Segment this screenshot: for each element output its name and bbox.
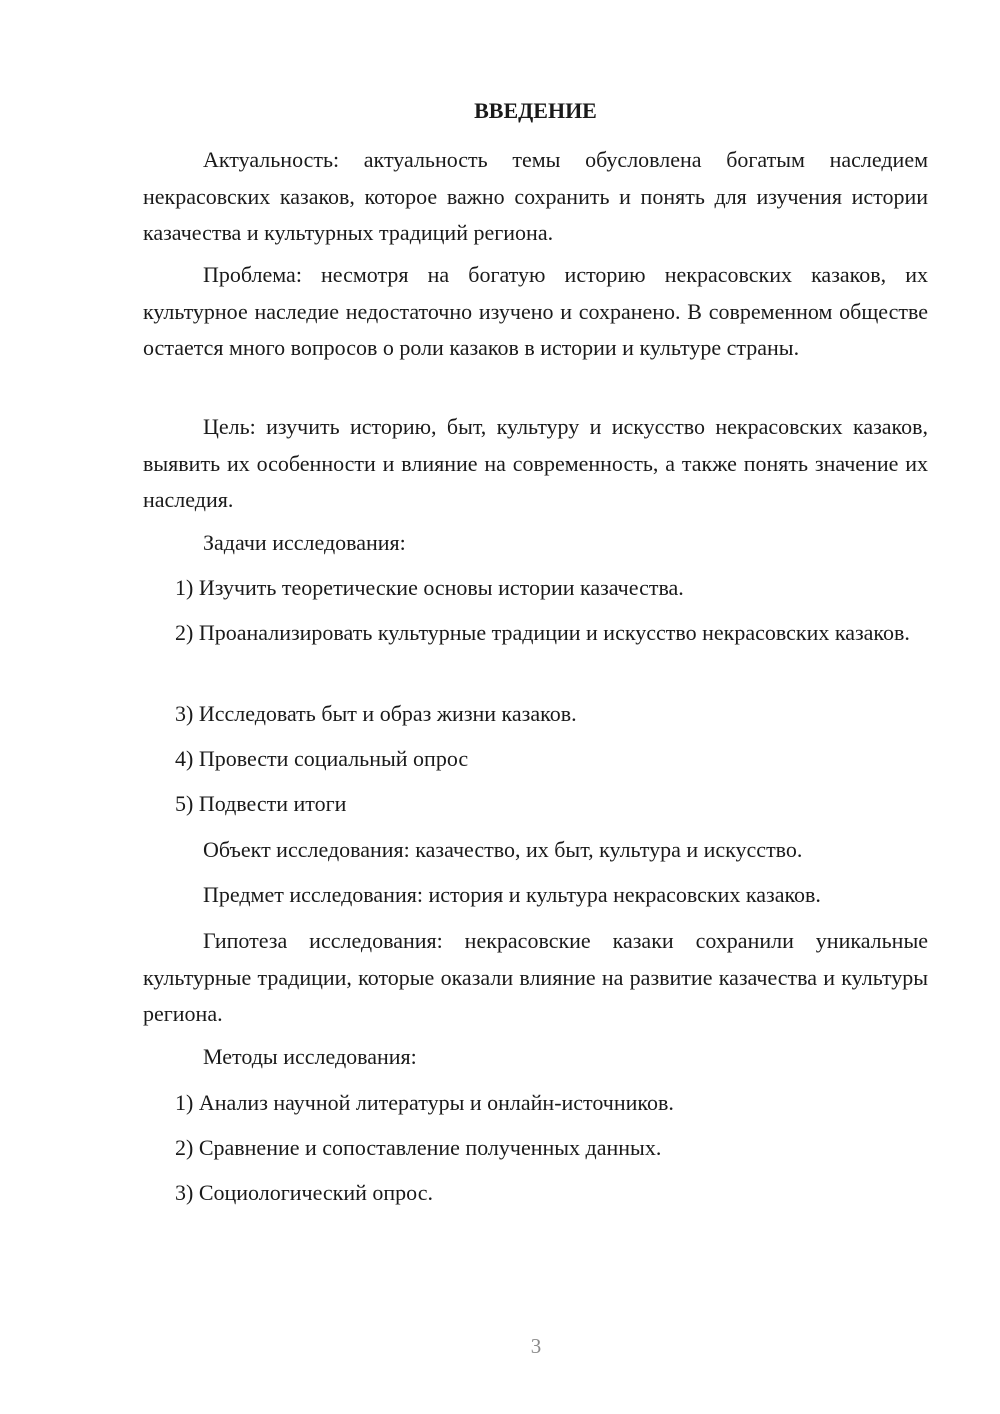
hypothesis-paragraph: Гипотеза исследования: некрасовские казаки сохранили уникальные культурные традиции, которые оказали влияние на развитие казачества и культуры региона. xyxy=(143,928,928,1026)
method-item: 1) Анализ научной литературы и онлайн-источников. xyxy=(175,1090,674,1115)
problem-paragraph: Проблема: несмотря на богатую историю некрасовских казаков, их культурное наследие недостаточно изучено и сохранено. В современном обществе остается много вопросов о роли казаков в истории и культуре страны. xyxy=(143,262,928,360)
methods-heading: Методы исследования: xyxy=(203,1044,417,1069)
object-paragraph: Объект исследования: казачество, их быт, культура и искусство. xyxy=(203,837,803,862)
tasks-heading: Задачи исследования: xyxy=(203,530,406,555)
goal-paragraph: Цель: изучить историю, быт, культуру и искусство некрасовских казаков, выявить их особенности и влияние на современность, а также понять значение их наследия. xyxy=(143,414,928,512)
method-item: 3) Социологический опрос. xyxy=(175,1180,433,1205)
task-item: 1) Изучить теоретические основы истории казачества. xyxy=(175,575,684,600)
task-item: 4) Провести социальный опрос xyxy=(175,746,469,771)
section-heading: ВВЕДЕНИЕ xyxy=(474,98,597,123)
task-item: 2) Проанализировать культурные традиции и искусство некрасовских казаков. xyxy=(175,620,910,645)
page-number: 3 xyxy=(530,1334,542,1358)
method-item: 2) Сравнение и сопоставление полученных данных. xyxy=(175,1135,662,1160)
relevance-paragraph: Актуальность: актуальность темы обусловлена богатым наследием некрасовских казаков, которое важно сохранить и понять для изучения истории казачества и культурных традиций региона. xyxy=(143,147,928,245)
task-item: 5) Подвести итоги xyxy=(175,791,347,816)
subject-paragraph: Предмет исследования: история и культура некрасовских казаков. xyxy=(203,882,821,907)
task-item: 3) Исследовать быт и образ жизни казаков. xyxy=(175,701,577,726)
